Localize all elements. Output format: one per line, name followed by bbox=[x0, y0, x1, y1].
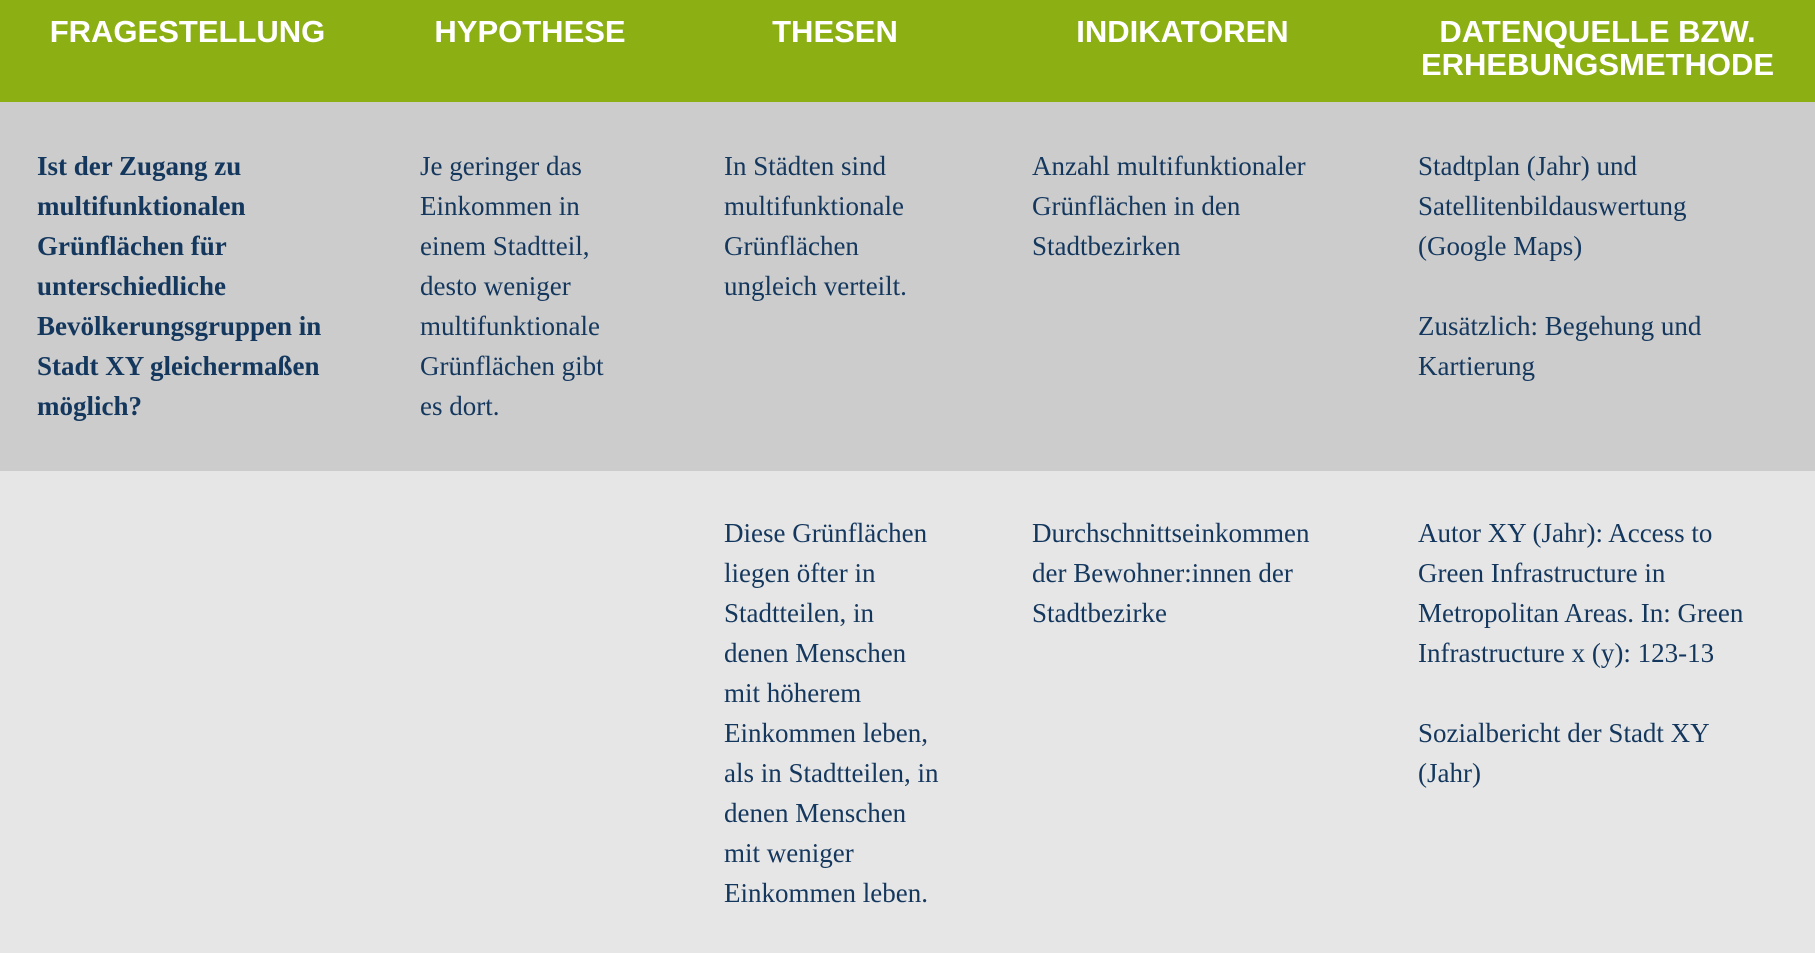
header-hypothese: HYPOTHESE bbox=[434, 14, 626, 49]
header-datenquelle: DATENQUELLE BZW. ERHEBUNGSMETHODE bbox=[1420, 14, 1775, 82]
cell-datenquelle: Autor XY (Jahr): Access to Green Infrastructure in Metropolitan Areas. In: Green Infrastructure x (y): 123-13 Sozialbericht der Stadt XY (Jahr) bbox=[1418, 518, 1744, 788]
cell-thesen: Diese Grünflächen liegen öfter in Stadtteilen, in denen Menschen mit höherem Einkommen leben, als in Stadtteilen, in denen Menschen mit weniger Einkommen leben. bbox=[724, 518, 939, 908]
header-thesen: THESEN bbox=[772, 14, 898, 49]
cell-fragestellung: Ist der Zugang zu multifunktionalen Grünflächen für unterschiedliche Bevölkerungsgruppen in Stadt XY gleichermaßen möglich? bbox=[37, 151, 322, 421]
header-fragestellung: FRAGESTELLUNG bbox=[49, 14, 326, 49]
cell-datenquelle: Stadtplan (Jahr) und Satellitenbildauswertung (Google Maps) Zusätzlich: Begehung und Kartierung bbox=[1418, 151, 1702, 381]
cell-thesen: In Städten sind multifunktionale Grünflächen ungleich verteilt. bbox=[724, 151, 907, 301]
header-indikatoren: INDIKATOREN bbox=[1076, 14, 1289, 49]
table-header bbox=[0, 0, 1815, 102]
cell-indikatoren: Anzahl multifunktionaler Grünflächen in den Stadtbezirken bbox=[1032, 151, 1306, 261]
table-row bbox=[0, 471, 1815, 953]
cell-hypothese: Je geringer das Einkommen in einem Stadtteil, desto weniger multifunktionale Grünflächen gibt es dort. bbox=[420, 151, 604, 421]
table-row bbox=[0, 102, 1815, 471]
cell-indikatoren: Durchschnittseinkommen der Bewohner:innen der Stadtbezirke bbox=[1032, 518, 1310, 628]
